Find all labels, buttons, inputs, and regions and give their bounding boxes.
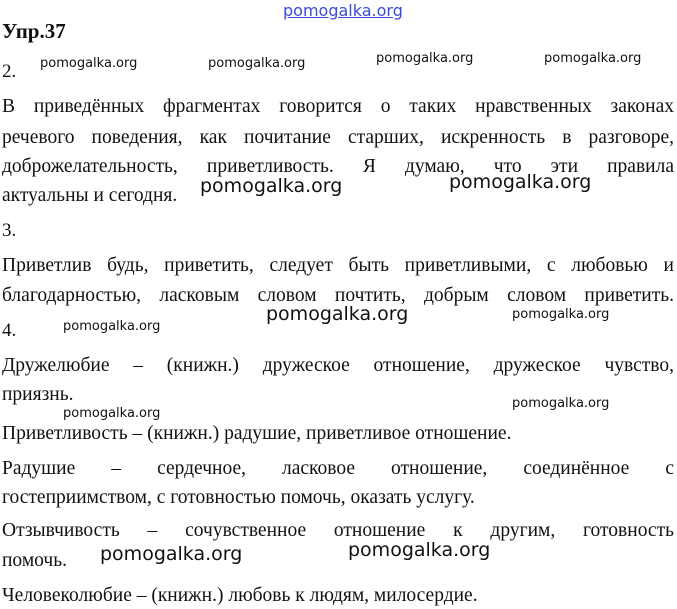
paragraph-line: В приведённых фрагментах говорится о таких нравственных законах — [2, 96, 674, 117]
section-4-number: 4. — [2, 320, 17, 341]
watermark: pomogalka.org — [40, 56, 138, 71]
watermark: pomogalka.org — [449, 171, 592, 193]
paragraph-line: благодарностью, ласковым словом почтить, добрым словом приветить. — [2, 285, 674, 306]
definition-line: Человеколюбие – (книжн.) любовь к людям, милосердие. — [2, 585, 478, 606]
watermark: pomogalka.org — [512, 396, 610, 411]
definition-line: Радушие – сердечное, ласковое отношение, соединённое с — [2, 458, 674, 479]
definition-line: Отзывчивость – сочувственное отношение к другим, готовность — [2, 520, 674, 541]
watermark: pomogalka.org — [200, 175, 343, 197]
definition-line: Приветливость – (книжн.) радушие, приветливое отношение. — [2, 423, 512, 444]
watermark: pomogalka.org — [100, 543, 243, 565]
watermark: pomogalka.org — [376, 51, 474, 66]
watermark: pomogalka.org — [348, 539, 491, 561]
definition-line: помочь. — [2, 550, 67, 571]
definition-line: приязнь. — [2, 384, 74, 405]
section-2-number: 2. — [2, 61, 17, 82]
definition-line: Дружелюбие – (книжн.) дружеское отношение, дружеское чувство, — [2, 355, 674, 376]
definition-line: гостеприимством, с готовностью помочь, оказать услугу. — [2, 487, 475, 508]
paragraph-line: актуальны и сегодня. — [2, 185, 178, 206]
section-3-number: 3. — [2, 220, 17, 241]
watermark: pomogalka.org — [63, 319, 161, 334]
paragraph-line: доброжелательность, приветливость. Я думаю, что эти правила — [2, 156, 674, 177]
watermark: pomogalka.org — [512, 307, 610, 322]
watermark: pomogalka.org — [63, 406, 161, 421]
site-link[interactable]: pomogalka.org — [283, 1, 403, 20]
watermark: pomogalka.org — [266, 303, 409, 325]
paragraph-line: Приветлив будь, приветить, следует быть приветливыми, с любовью и — [2, 255, 674, 276]
watermark: pomogalka.org — [544, 51, 642, 66]
paragraph-line: речевого поведения, как почитание старших, искренность в разговоре, — [2, 127, 674, 148]
watermark: pomogalka.org — [208, 56, 306, 71]
exercise-title: Упр.37 — [2, 19, 66, 43]
